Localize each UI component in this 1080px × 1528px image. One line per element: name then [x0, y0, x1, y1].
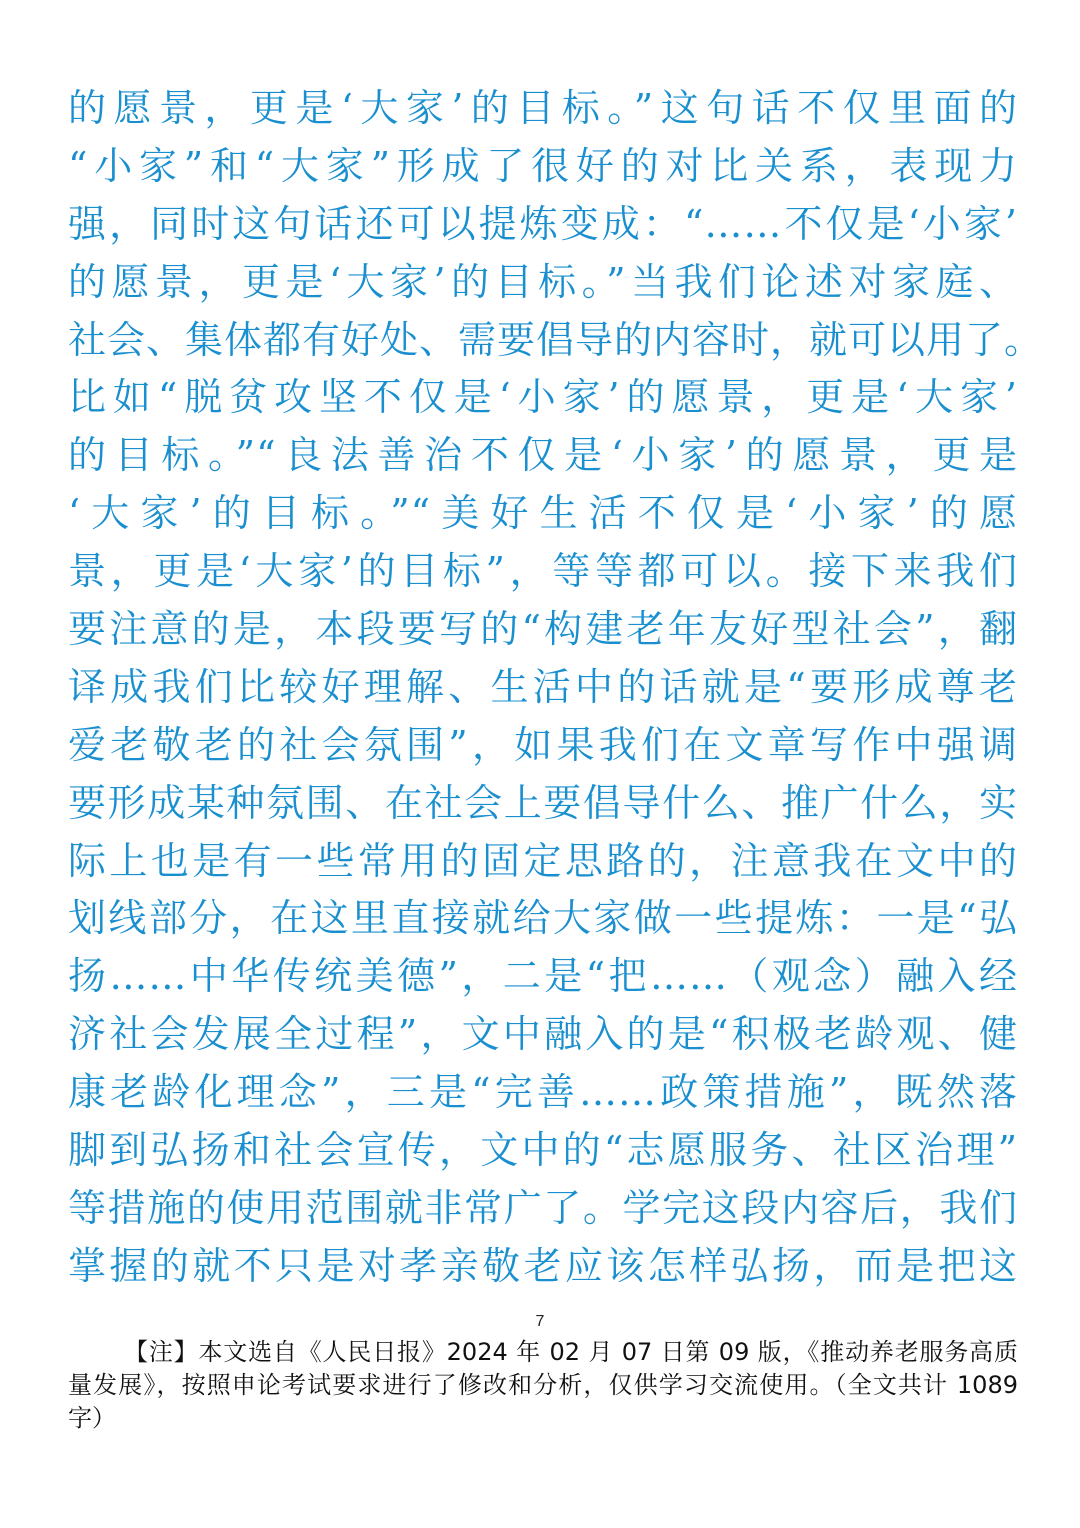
body-line: 译成我们比较好理解、生活中的话就是“要形成尊老 — [68, 664, 1018, 709]
body-line: ‘大家’的目标。”“美好生活不仅是‘小家’的愿 — [68, 491, 1018, 536]
body-line: 社会、集体都有好处、需要倡导的内容时，就可以用了。 — [68, 317, 1044, 362]
body-text — [68, 80, 1044, 1296]
body-line: 际上也是有一些常用的固定思路的，注意我在文中的 — [68, 838, 1018, 883]
body-line: 要形成某种氛围、在社会上要倡导什么、推广什么，实 — [68, 780, 1018, 825]
body-line: 划线部分，在这里直接就给大家做一些提炼：一是“弘 — [68, 896, 1018, 941]
footnote-line: 量发展》，按照申论考试要求进行了修改和分析，仅供学习交流使用。（全文共计 1089 — [68, 1371, 1018, 1399]
body-line: 康老龄化理念”，三是“完善……政策措施”，既然落 — [68, 1070, 1018, 1115]
body-line: 的愿景，更是‘大家’的目标。”当我们论述对家庭、 — [68, 259, 1018, 304]
body-line: 的目标。”“良法善治不仅是‘小家’的愿景，更是 — [68, 433, 1018, 478]
body-line: 等措施的使用范围就非常广了。学完这段内容后，我们 — [68, 1185, 1018, 1230]
body-line: 比如“脱贫攻坚不仅是‘小家’的愿景，更是‘大家’ — [68, 375, 1018, 420]
body-line: 的愿景，更是‘大家’的目标。”这句话不仅里面的 — [68, 86, 1018, 130]
body-line: 景，更是‘大家’的目标”，等等都可以。接下来我们 — [68, 549, 1018, 594]
body-line: 脚到弘扬和社会宣传，文中的“志愿服务、社区治理” — [68, 1128, 1018, 1173]
body-line: “小家”和“大家”形成了很好的对比关系，表现力 — [68, 143, 1018, 188]
footnote-line: 字） — [68, 1404, 116, 1432]
footnote-line: 【注】本文选自《人民日报》2024 年 02 月 07 日第 09 版，《推动养老服务高质 — [124, 1338, 1018, 1366]
body-line: 爱老敬老的社会氛围”，如果我们在文章写作中强调 — [68, 722, 1018, 767]
body-line: 要注意的是，本段要写的“构建老年友好型社会”，翻 — [68, 607, 1018, 652]
page-number: 7 — [535, 1313, 545, 1330]
body-line: 掌握的就不只是对孝亲敬老应该怎样弘扬，而是把这 — [68, 1243, 1018, 1288]
footnote — [68, 1336, 1018, 1435]
body-line: 扬……中华传统美德”，二是“把……（观念）融入经 — [68, 954, 1018, 999]
body-line: 强，同时这句话还可以提炼变成：“……不仅是‘小家’ — [68, 201, 1018, 246]
body-line: 济社会发展全过程”，文中融入的是“积极老龄观、健 — [68, 1012, 1018, 1057]
